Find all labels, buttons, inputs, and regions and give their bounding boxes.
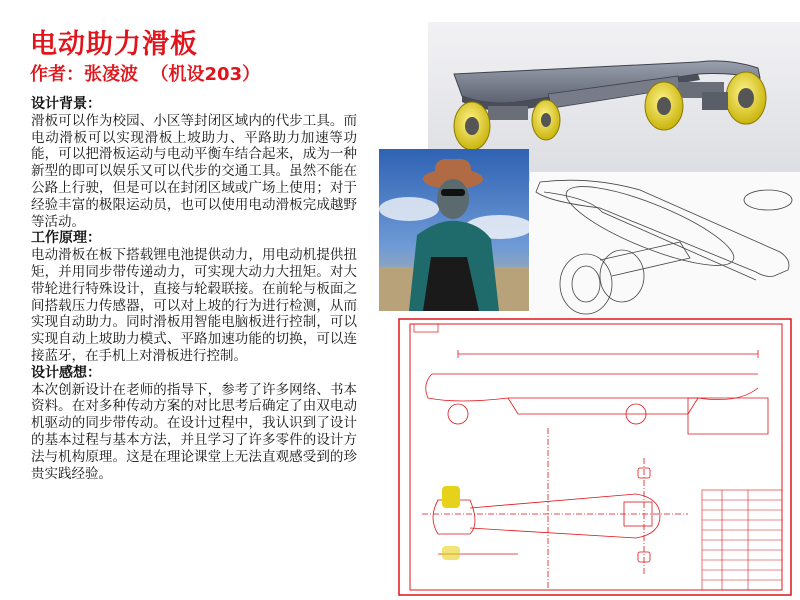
author-line: 作者：张凌波 （机设203） <box>30 64 261 85</box>
section-heading: 设计背景： <box>31 96 101 112</box>
skateboard-wireframe-render <box>530 172 800 320</box>
body-text <box>31 96 357 482</box>
section-heading: 工作原理： <box>31 230 101 247</box>
section-reflection <box>31 365 357 483</box>
section-paragraph: 本次创新设计在老师的指导下，参考了许多网络、书本资料。在对多种传动方案的对比思考后确定了由双电动机驱动的同步带传动。在设计过程中，我认识到了设计的基本过程与基本方法，并且学习了许多零件的设计方法与机构原理。这是在理论课堂上无法直观感受到的珍贵实践经验。 <box>31 381 357 482</box>
section-heading: 设计感想： <box>31 364 101 381</box>
page-title: 电动助力滑板 <box>30 29 198 60</box>
author-photo <box>379 149 529 311</box>
section-background <box>31 96 357 230</box>
section-principle <box>31 230 357 364</box>
section-paragraph: 滑板可以作为校园、小区等封闭区域内的代步工具。而电动滑板可以实现滑板上坡助力、平路助力加速等功能，可以把滑板运动与电动平衡车结合起来，成为一种新型的即可以娱乐又可以代步的交通工具。虽然不能在公路上行驶，但是可以在封闭区域或广场上使用；对于经验丰富的极限运动员，也可以使用电动滑板完成越野等活动。 <box>31 112 357 230</box>
section-paragraph: 电动滑板在板下搭载锂电池提供动力，用电动机提供扭矩，并用同步带传递动力，可实现大动力大扭矩。对大带轮进行特殊设计，直接与轮毂联接。在前轮与板面之间搭载压力传感器，可以对上坡的行为进行检测，从而实现自动助力。同时滑板用智能电脑板进行控制，可以实现自动上坡助力模式、平路加速功能的切换，可以连接蓝牙，在手机上对滑板进行控制。 <box>31 247 357 364</box>
engineering-drawing <box>398 318 792 596</box>
